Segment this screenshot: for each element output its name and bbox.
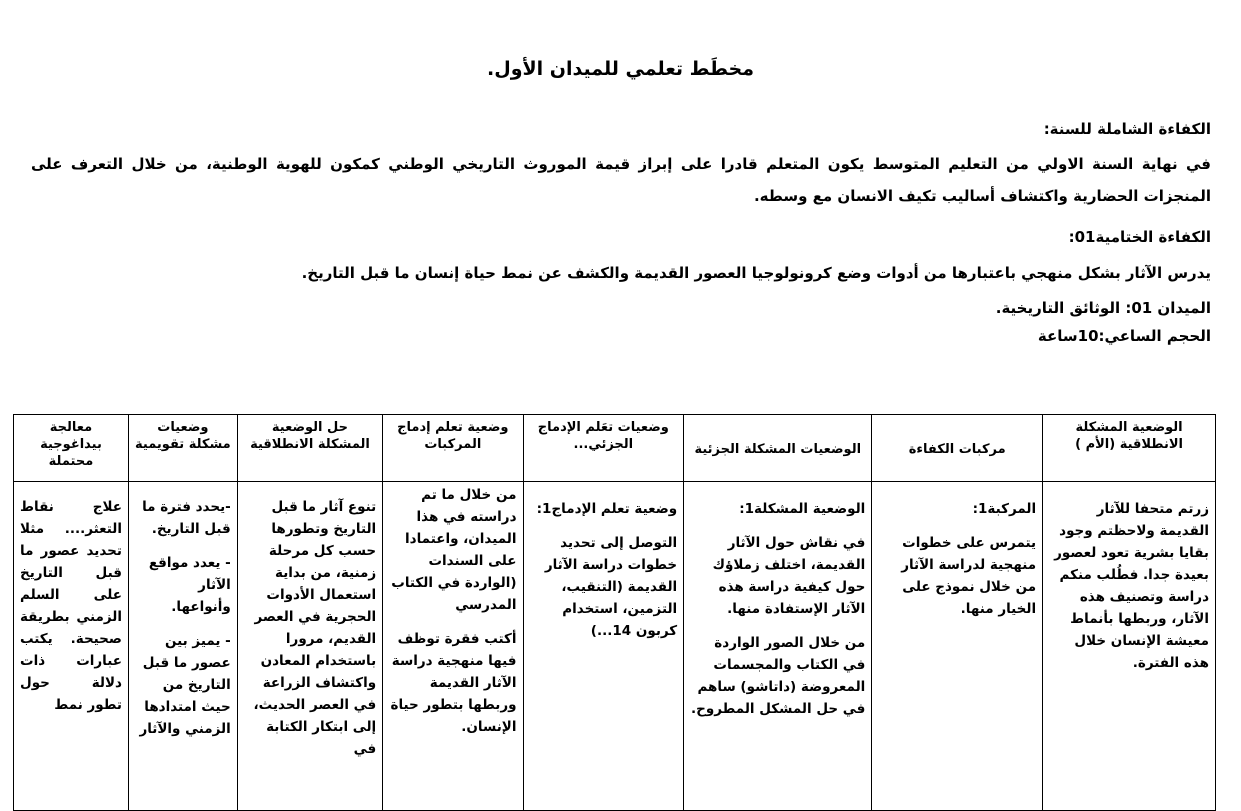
table-header-row — [14, 415, 1216, 482]
page-title: مخطَط تعلمي للميدان الأول. — [487, 58, 754, 80]
cell-text: التوصل إلى تحديد خطوات دراسة الآثار القديمة (التنقيب، التزمين، استخدام كربون 14...) — [544, 535, 678, 639]
learning-plan-table — [13, 414, 1216, 811]
overall-competence-text: في نهاية السنة الاولي من التعليم المتوسط يكون المتعلم قادرا على إبراز قيمة الموروث التاريخي الوطني كمكون للهوية الوطنية، من خلال التعرف على المنجزات الحضارية واكتشاف أساليب تكيف الانسان مع وسطه. — [31, 155, 1211, 205]
overall-competence-label: الكفاءة الشاملة للسنة: — [1043, 120, 1211, 138]
cell-text: من خلال الصور الواردة في الكتاب والمجسمات المعروضة (داتاشو) ساهم في حل المشكل المطروح. — [690, 635, 866, 717]
hours-line: الحجم الساعي:10ساعة — [1037, 327, 1211, 345]
cell-text: زرتم متحفا للآثار القديمة ولاحظتم وجود بقايا بشرية تعود لعصور بعيدة جدا. فطُلب منكم دراسة وتصنيف هذه الآثار، وربطها بأنماط معيشة الإنسان خلال هذه الفترة. — [1054, 501, 1209, 671]
cell-text: - يعدد مواقع الآثار وأنواعها. — [148, 555, 231, 615]
domain-line: الميدان 01: الوثائق التاريخية. — [995, 299, 1211, 317]
cell-text: علاج نقاط التعثر.... مثلا تحديد عصور ما قبل التاريخ على السلم الزمني بطريقة صحيحة. يكتب عبارات ذات دلالة حول تطور نمط — [20, 499, 122, 713]
header-cell: وضعيات مشكلة تقويمية — [128, 415, 237, 482]
header-cell: الوضعيات المشكلة الجزئية — [684, 415, 872, 482]
table-row — [14, 482, 1216, 811]
cell-initial-situation — [1043, 482, 1216, 811]
cell-text: في نقاش حول الآثار القديمة، اختلف زملاؤك حول كيفية دراسة هذه الآثار الإستفادة منها. — [712, 535, 866, 617]
header-cell: مركبات الكفاءة — [872, 415, 1043, 482]
cell-partial-situations — [684, 482, 872, 811]
cell-text: -يحدد فترة ما قبل التاريخ. — [142, 499, 231, 537]
header-cell: حل الوضعية المشكلة الانطلاقية — [237, 415, 382, 482]
cell-text: أكتب فقرة توظف فيها منهجية دراسة الآثار القديمة وربطها بتطور حياة الإنسان. — [390, 631, 517, 735]
cell-title: المركبة1: — [972, 501, 1037, 517]
cell-evaluation — [128, 482, 237, 811]
cell-title: الوضعية المشكلة1: — [739, 501, 866, 517]
header-cell: معالجة بيداغوجية محتملة — [14, 415, 129, 482]
cell-solution — [237, 482, 382, 811]
cell-components-integration — [383, 482, 523, 811]
final-competence-text: يدرس الآثار بشكل منهجي باعتبارها من أدوات وضع كرونولوجيا العصور القديمة والكشف عن نمط حياة إنسان ما قبل التاريخ. — [301, 264, 1211, 282]
cell-partial-integration — [523, 482, 684, 811]
cell-text: يتمرس على خطوات منهجية لدراسة الآثار من خلال نموذج على الخيار منها. — [901, 535, 1037, 617]
final-competence-label: الكفاءة الختامية01: — [1068, 228, 1211, 246]
header-cell: الوضعية المشكلة الانطلاقية (الأم ) — [1043, 415, 1216, 482]
cell-competence-components — [872, 482, 1043, 811]
cell-text: تنوع آثار ما قبل التاريخ وتطورها حسب كل مرحلة زمنية، من بداية استعمال الأدوات الحجرية في العصر القديم، مرورا باستخدام المعادن واكتشاف الزراعة في العصر الحديث، إلى ابتكار الكتابة في — [253, 499, 377, 757]
header-cell: وضعيات تعَلم الإدماج الجزئي... — [523, 415, 684, 482]
header-cell: وضعية تعلم إدماج المركبات — [383, 415, 523, 482]
cell-text: من خلال ما تم دراسته في هذا الميدان، واعتمادا على السندات (الواردة في الكتاب المدرسي — [391, 487, 517, 613]
cell-text: - يميز بين عصور ما قبل التاريخ من حيث امتدادها الزمني والآثار — [139, 633, 231, 737]
cell-title: وضعية تعلم الإدماج1: — [536, 501, 678, 517]
cell-remediation — [14, 482, 129, 811]
